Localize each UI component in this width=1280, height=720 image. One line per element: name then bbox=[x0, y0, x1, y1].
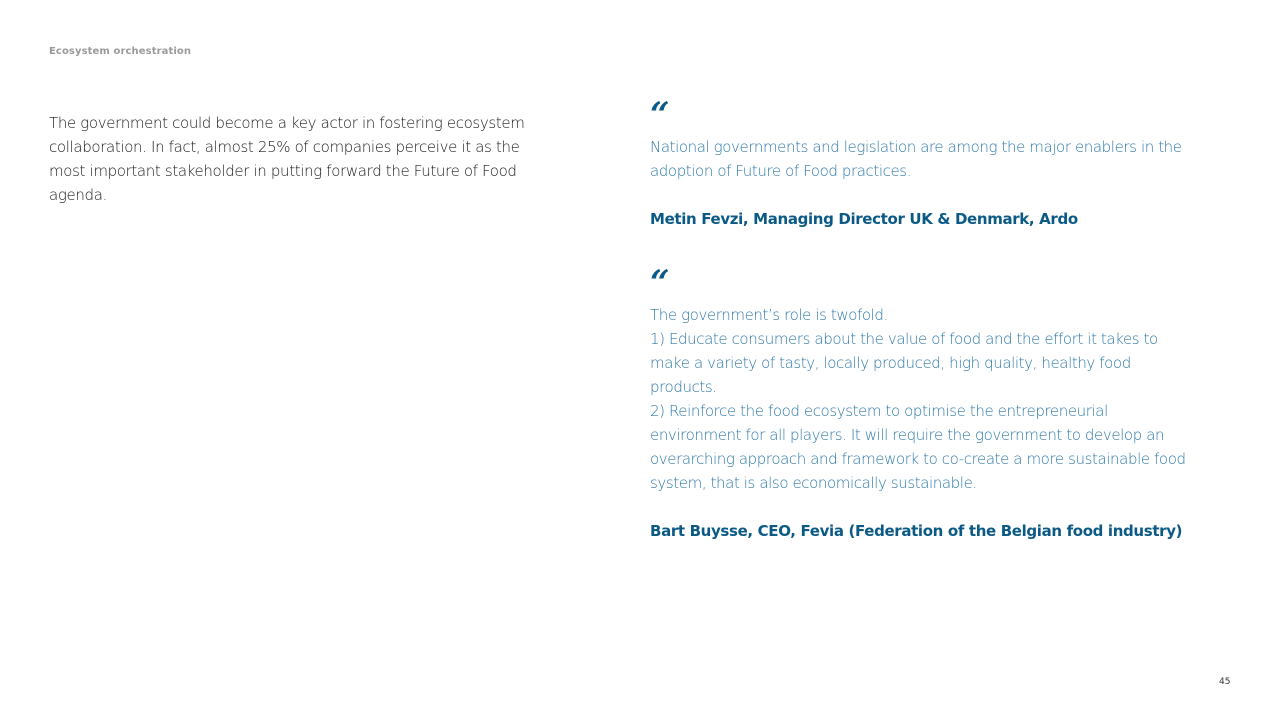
quote-line: 2) Reinforce the food ecosystem to optimise the entrepreneurial environment for all players. It will require the government to develop an overarching approach and framework to co-create a more sustainable food system, that is also economically sustainable. bbox=[650, 402, 1186, 492]
quote-block-2 bbox=[650, 263, 1200, 543]
quote-attribution: Bart Buysse, CEO, Fevia (Federation of the Belgian food industry) bbox=[650, 522, 1183, 540]
quote-line: 1) Educate consumers about the value of food and the effort it takes to make a variety of tasty, locally produced, high quality, healthy food products. bbox=[650, 330, 1158, 396]
quote-attribution: Metin Fevzi, Managing Director UK & Denmark, Ardo bbox=[650, 210, 1078, 228]
quote-mark-icon: “ bbox=[650, 95, 667, 135]
intro-paragraph: The government could become a key actor in fostering ecosystem collaboration. In fact, almost 25% of companies perceive it as the most important stakeholder in putting forward the Future of Food agenda. bbox=[49, 114, 525, 204]
section-label: Ecosystem orchestration bbox=[49, 46, 192, 57]
page-number: 45 bbox=[1219, 677, 1231, 687]
quote-mark-icon: “ bbox=[650, 263, 667, 303]
quote-line: The government’s role is twofold. bbox=[650, 306, 888, 324]
quote-text bbox=[650, 135, 1200, 183]
quote-text bbox=[650, 303, 1200, 495]
quote-block-1 bbox=[650, 95, 1200, 231]
quote-line: National governments and legislation are among the major enablers in the adoption of Future of Food practices. bbox=[650, 138, 1182, 180]
